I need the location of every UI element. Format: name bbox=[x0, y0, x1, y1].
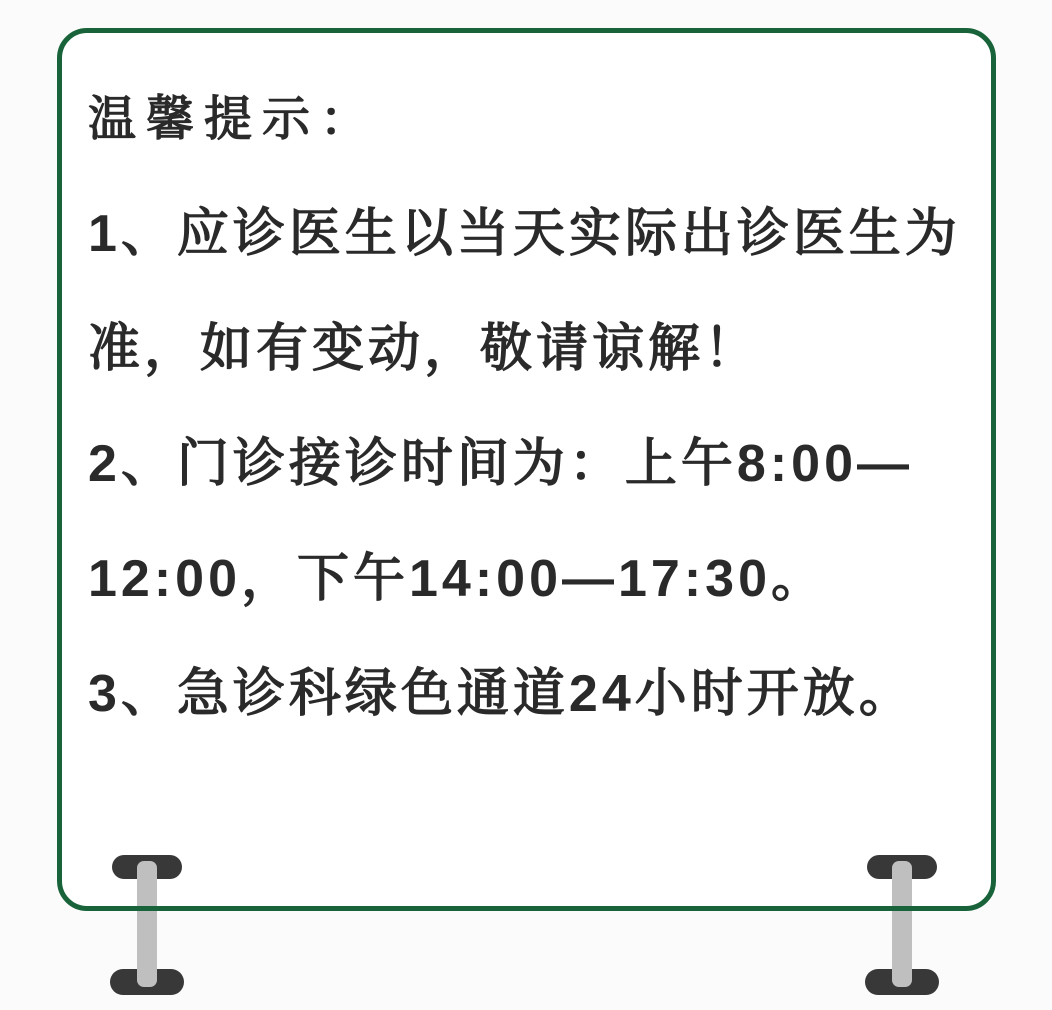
stand-left-post bbox=[137, 861, 157, 987]
stand-left-leg bbox=[110, 855, 184, 995]
notice-line: 12:00，下午14:00—17:30。 bbox=[88, 550, 827, 608]
stand-right-post bbox=[892, 861, 912, 987]
notice-line: 2、门诊接诊时间为：上午8:00— bbox=[88, 435, 913, 493]
notice-line: 1、应诊医生以当天实际出诊医生为 bbox=[88, 205, 961, 263]
notice-content bbox=[88, 62, 968, 752]
notice-title: 温馨提示： bbox=[88, 93, 379, 146]
stand-right-leg bbox=[865, 855, 939, 995]
notice-line: 3、急诊科绿色通道24小时开放。 bbox=[88, 665, 915, 723]
notice-line: 准，如有变动，敬请谅解！ bbox=[88, 320, 761, 378]
